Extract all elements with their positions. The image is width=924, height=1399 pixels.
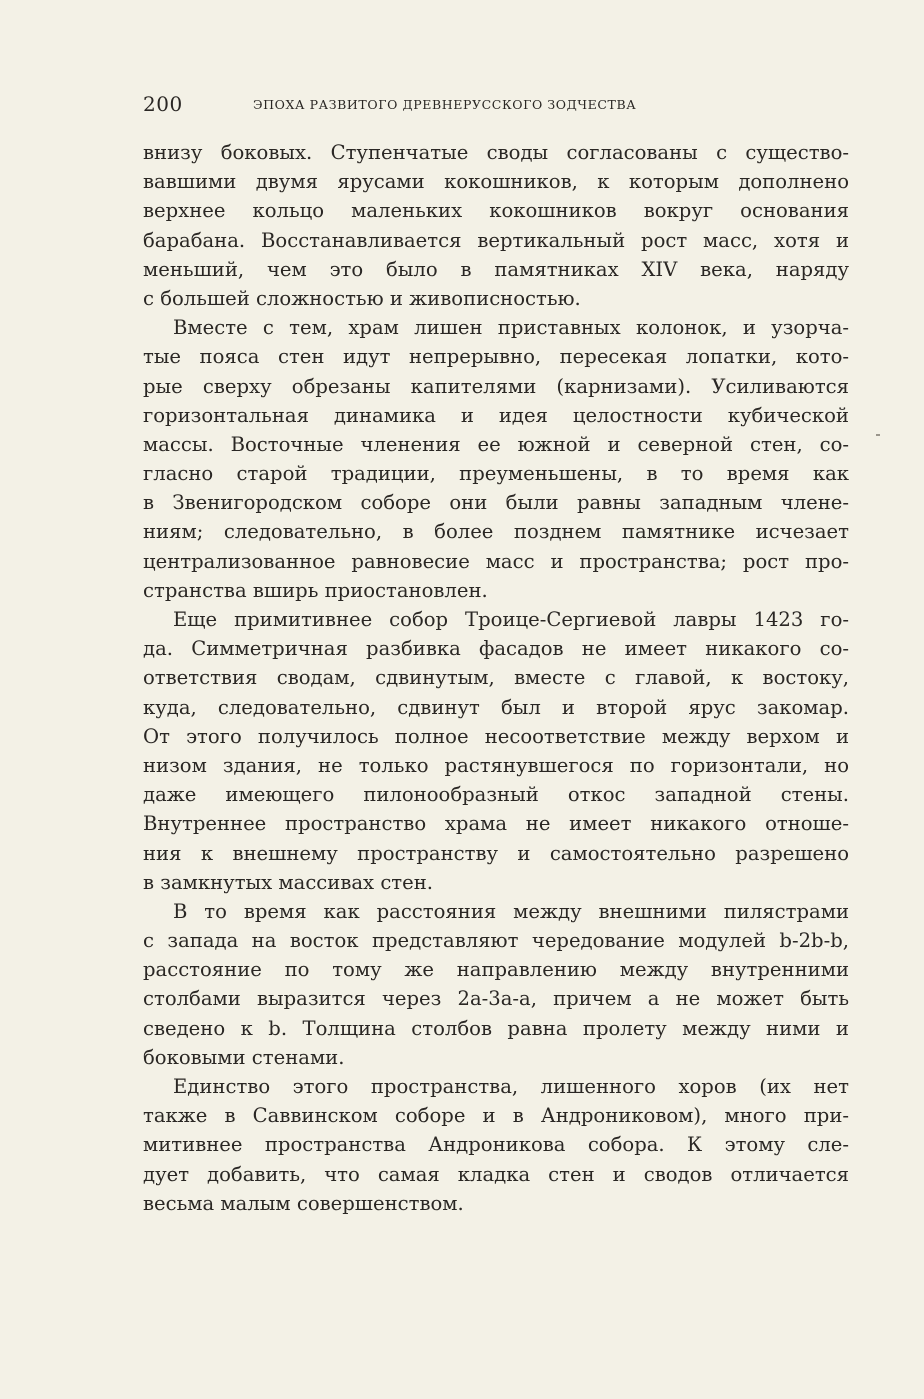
text-line: в замкнутых массивах стен.	[143, 870, 434, 894]
body-text	[143, 138, 849, 1218]
text-line: горизонтальная динамика и идея целостности кубической	[143, 403, 849, 427]
text-line: меньший, чем это было в памятниках XIV века, наряду	[143, 257, 849, 281]
text-line: рые сверху обрезаны капителями (карнизами). Усиливаются	[143, 374, 849, 398]
text-line: Вместе с тем, храм лишен приставных колонок, и узорча-	[173, 316, 849, 340]
text-line: вавшими двумя ярусами кокошников, к которым дополнено	[143, 170, 849, 194]
text-line: тые пояса стен идут непрерывно, пересекая лопатки, кото-	[143, 345, 849, 369]
running-head: ЭПОХА РАЗВИТОГО ДРЕВНЕРУССКОГО ЗОДЧЕСТВА	[253, 97, 637, 112]
text-line: Внутреннее пространство храма не имеет никакого отноше-	[143, 812, 849, 836]
text-line: гласно старой традиции, преуменьшены, в то время как	[143, 462, 849, 486]
margin-speck	[876, 434, 880, 436]
page-number: 200	[143, 92, 183, 116]
text-line: Еще примитивнее собор Троице-Сергиевой лавры 1423 го-	[173, 608, 849, 631]
text-line: боковыми стенами.	[143, 1045, 345, 1069]
text-line: даже имеющего пилонообразный откос западной стены.	[143, 783, 849, 807]
text-line: массы. Восточные членения ее южной и северной стен, со-	[143, 432, 849, 456]
text-line: верхнее кольцо маленьких кокошников вокруг основания	[143, 199, 849, 223]
text-line: дует добавить, что самая кладка стен и сводов отличается	[143, 1162, 849, 1186]
text-line: весьма малым совершенством.	[143, 1191, 464, 1215]
paragraph-3	[143, 605, 849, 897]
text-line: ния к внешнему пространству и самостоятельно разрешено	[143, 841, 849, 865]
text-line: расстояние по тому же направлению между внутренними	[143, 958, 849, 982]
text-line: Единство этого пространства, лишенного хоров (их нет	[173, 1075, 849, 1098]
paragraph-5	[143, 1072, 849, 1218]
text-line: с большей сложностью и живописностью.	[143, 286, 581, 310]
text-line: куда, следовательно, сдвинут был и второй ярус закомар.	[143, 695, 849, 719]
text-line: в Звенигородском соборе они были равны западным члене-	[143, 491, 849, 515]
text-line: да. Симметричная разбивка фасадов не имеет никакого со-	[143, 637, 849, 661]
text-line: барабана. Восстанавливается вертикальный рост масс, хотя и	[143, 228, 849, 252]
text-line: внизу боковых. Ступенчатые своды согласованы с существо-	[143, 141, 849, 164]
text-line: В то время как расстояния между внешними пилястрами	[173, 899, 849, 923]
paragraph-2	[143, 313, 849, 605]
paragraph-4	[143, 897, 849, 1072]
text-line: низом здания, не только растянувшегося по горизонтали, но	[143, 753, 849, 777]
text-line: странства вширь приостановлен.	[143, 578, 488, 602]
page-header	[143, 92, 843, 122]
text-line: централизованное равновесие масс и пространства; рост про-	[143, 549, 849, 573]
text-line: с запада на восток представляют чередование модулей b-2b-b,	[143, 929, 849, 953]
text-line: митивнее пространства Андроникова собора. К этому сле-	[143, 1133, 849, 1157]
text-line: сведено к b. Толщина столбов равна пролету между ними и	[143, 1016, 849, 1040]
text-line: столбами выразится через 2a-3a-a, причем a не может быть	[143, 987, 849, 1011]
text-line: ответствия сводам, сдвинутым, вместе с главой, к востоку,	[143, 666, 849, 690]
text-line: От этого получилось полное несоответствие между верхом и	[143, 724, 849, 748]
text-line: ниям; следовательно, в более позднем памятнике исчезает	[143, 520, 849, 544]
text-line: также в Саввинском соборе и в Андрониковом), много при-	[143, 1104, 849, 1128]
paragraph-1	[143, 138, 849, 313]
